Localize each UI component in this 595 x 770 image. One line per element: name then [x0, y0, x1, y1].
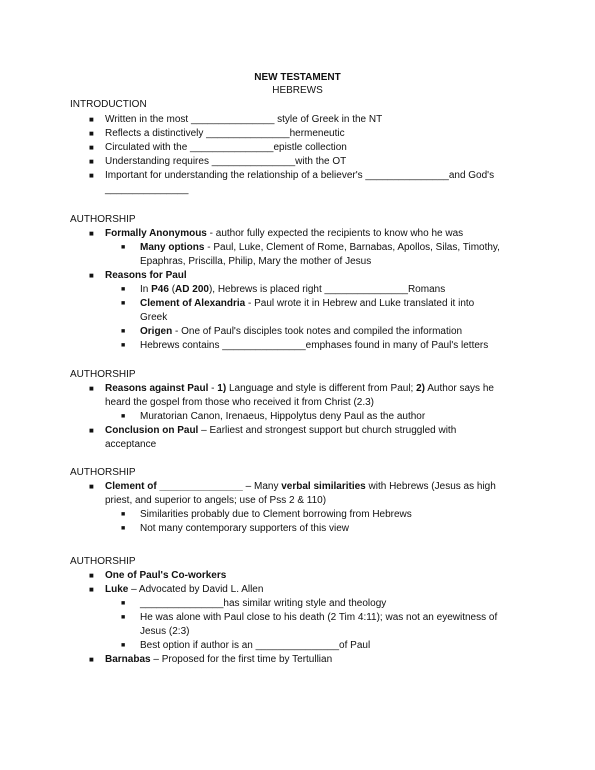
list-item [105, 583, 535, 597]
term-clement-of: Clement of _______________ [105, 481, 243, 492]
bullet-icon: ■ [89, 157, 94, 166]
section-heading-authorship: AUTHORSHIP [70, 556, 136, 567]
item-text: - One of Paul's disciples took notes and compiled the information [172, 326, 463, 337]
bullet-icon: ■ [89, 655, 94, 664]
bullet-icon: ■ [89, 426, 94, 435]
section-heading-authorship: AUTHORSHIP [70, 467, 136, 478]
item-text: – Proposed for the first time by Tertullian [150, 654, 333, 665]
item-text: – Advocated by David L. Allen [128, 584, 264, 595]
bullet-icon: ■ [121, 300, 126, 307]
list-item: Understanding requires _______________with the OT [105, 156, 347, 167]
item-text: Language and style is different from Paul; [226, 383, 417, 394]
term-luke: Luke [105, 584, 129, 595]
list-item-continuation: _______________ [105, 184, 189, 195]
section-heading-introduction: INTRODUCTION [70, 99, 147, 110]
bullet-icon: ■ [89, 482, 94, 491]
bullet-icon: ■ [121, 328, 126, 335]
list-item [140, 325, 535, 339]
list-item [105, 424, 535, 438]
list-item-continuation: Jesus (2:3) [140, 626, 190, 637]
item-text: - [208, 383, 218, 394]
number-marker: 1) [217, 383, 227, 394]
list-item: Circulated with the _______________epistle collection [105, 142, 347, 153]
bullet-icon: ■ [121, 642, 126, 649]
bullet-icon: ■ [89, 171, 94, 180]
list-item: Written in the most _______________ style of Greek in the NT [105, 114, 383, 125]
document-subtitle: HEBREWS [272, 85, 323, 96]
section-heading-authorship: AUTHORSHIP [70, 214, 136, 225]
list-item: He was alone with Paul close to his death (2 Tim 4:11); was not an eyewitness of [140, 612, 498, 623]
document-title: NEW TESTAMENT [254, 72, 341, 83]
list-item [105, 227, 535, 241]
bullet-icon: ■ [89, 271, 94, 280]
list-item [105, 653, 535, 667]
list-item [140, 241, 535, 255]
list-item [140, 283, 535, 297]
item-text: - Paul wrote it in Hebrew and Luke translated it into [245, 298, 475, 309]
term-p46: P46 [151, 284, 169, 295]
bullet-icon: ■ [121, 286, 126, 293]
item-text: with Hebrews (Jesus as high [365, 481, 496, 492]
item-text: Author says he [425, 383, 494, 394]
term-ad-200: AD 200 [175, 284, 209, 295]
item-text: – Many [242, 481, 282, 492]
bullet-icon: ■ [121, 511, 126, 518]
term-clement-of-alexandria: Clement of Alexandria [140, 298, 246, 309]
bullet-icon: ■ [121, 342, 126, 349]
list-item-continuation: priest, and superior to angels; use of Pss 2 & 110) [105, 495, 327, 506]
list-item: _______________has similar writing style and theology [140, 598, 387, 609]
bullet-icon: ■ [121, 525, 126, 532]
item-text: In [140, 284, 152, 295]
list-item: Reflects a distinctively _______________hermeneutic [105, 128, 345, 139]
term-reasons-against-paul: Reasons against Paul [105, 383, 209, 394]
item-text: – Earliest and strongest support but church struggled with [198, 425, 457, 436]
list-item: Best option if author is an _______________of Paul [140, 640, 371, 651]
term-barnabas: Barnabas [105, 654, 151, 665]
section-heading-authorship: AUTHORSHIP [70, 369, 136, 380]
item-text: - author fully expected the recipients to know who he was [206, 228, 464, 239]
term-many-options: Many options [140, 242, 205, 253]
bullet-icon: ■ [89, 384, 94, 393]
list-item: Important for understanding the relationship of a believer's _______________and God's [105, 170, 495, 181]
bullet-icon: ■ [89, 571, 94, 580]
list-item: Similarities probably due to Clement borrowing from Hebrews [140, 509, 412, 520]
item-text: - Paul, Luke, Clement of Rome, Barnabas, Apollos, Silas, Timothy, [204, 242, 500, 253]
list-item-continuation: Greek [140, 312, 168, 323]
bullet-icon: ■ [89, 143, 94, 152]
term-conclusion-on-paul: Conclusion on Paul [105, 425, 199, 436]
list-item: Muratorian Canon, Irenaeus, Hippolytus deny Paul as the author [140, 411, 426, 422]
list-item-continuation: acceptance [105, 439, 157, 450]
list-item: Hebrews contains _______________emphases found in many of Paul's letters [140, 340, 489, 351]
bullet-icon: ■ [121, 244, 126, 251]
term-origen: Origen [140, 326, 173, 337]
list-item-continuation: heard the gospel from those who received it from Christ (2.3) [105, 397, 375, 408]
list-item [105, 480, 535, 494]
item-text: ( [168, 284, 176, 295]
item-text: ), Hebrews is placed right _______________Romans [208, 284, 446, 295]
bullet-icon: ■ [121, 614, 126, 621]
bullet-icon: ■ [121, 413, 126, 420]
list-item-continuation: Epaphras, Priscilla, Philip, Mary the mother of Jesus [140, 256, 372, 267]
list-item [105, 382, 535, 396]
term-verbal-similarities: verbal similarities [281, 481, 366, 492]
term-formally-anonymous: Formally Anonymous [105, 228, 207, 239]
list-item: Not many contemporary supporters of this view [140, 523, 349, 534]
list-item [140, 297, 535, 311]
bullet-icon: ■ [89, 129, 94, 138]
list-item: One of Paul's Co-workers [105, 570, 227, 581]
list-item: Reasons for Paul [105, 270, 187, 281]
bullet-icon: ■ [121, 600, 126, 607]
number-marker: 2) [416, 383, 426, 394]
bullet-icon: ■ [89, 115, 94, 124]
bullet-icon: ■ [89, 585, 94, 594]
bullet-icon: ■ [89, 229, 94, 238]
